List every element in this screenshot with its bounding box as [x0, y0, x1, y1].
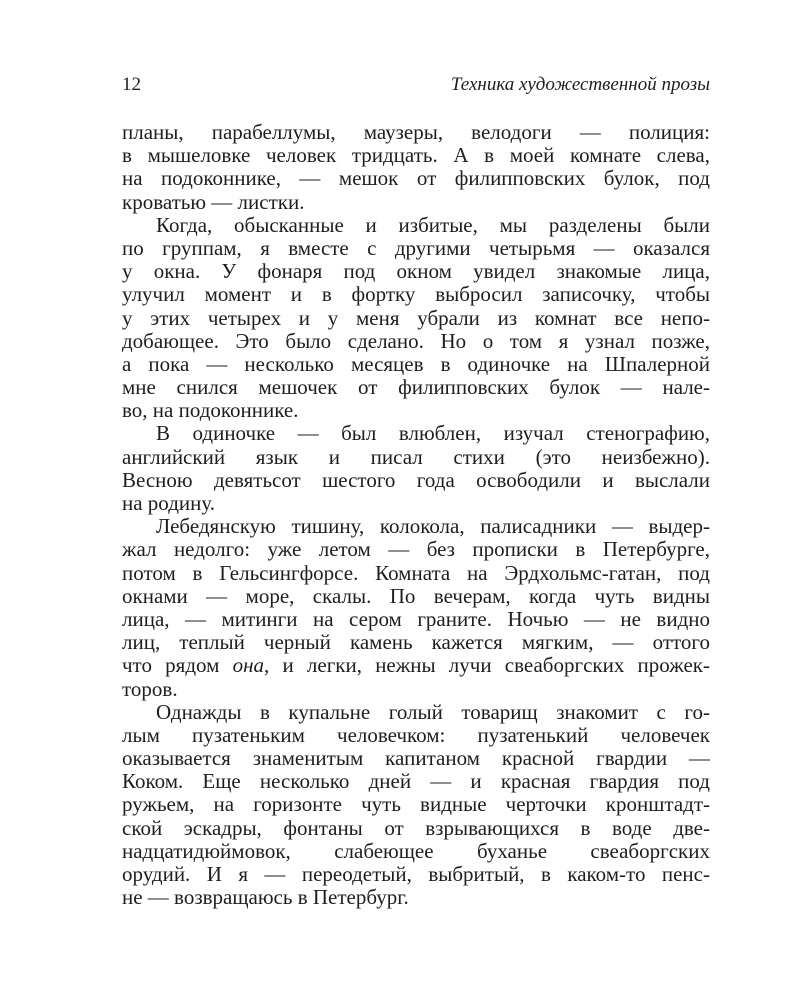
text-line: у окна. У фонаря под окном увидел знакомые лица,	[122, 259, 710, 284]
text-line: Когда, обысканные и избитые, мы разделены были	[156, 212, 710, 237]
text-segment: , и легки, нежны лучи свеаборгских прожек-	[264, 653, 710, 678]
text-segment: что рядом	[122, 653, 233, 678]
text-line: у этих четырех и у меня убрали из комнат все непо-	[122, 305, 710, 330]
paragraph-5	[122, 701, 710, 910]
text-line: на подоконнике, — мешок от филипповских булок, под	[122, 166, 710, 191]
text-line: а пока — несколько месяцев в одиночке на Шпалерной	[122, 351, 710, 376]
text-line: лиц, теплый черный камень кажется мягким, — оттого	[122, 630, 710, 655]
paragraph-3	[122, 422, 710, 515]
paragraph-2	[122, 214, 710, 423]
text-line: ружьем, на горизонте чуть видные черточки кронштадт-	[122, 792, 710, 817]
italic-word: она	[232, 653, 265, 678]
text-line: ской эскадры, фонтаны от взрывающихся в воде две-	[122, 815, 710, 840]
body-text	[122, 121, 710, 909]
text-line: жал недолго: уже летом — без прописки в Петербурге,	[122, 537, 710, 562]
text-line: мне снился мешочек от филипповских булок — нале-	[122, 375, 710, 400]
text-line: орудий. И я — переодетый, выбритый, в каком-то пенс-	[122, 862, 710, 886]
text-line: Лебедянскую тишину, колокола, палисадники — выдер-	[156, 514, 710, 539]
text-line: потом в Гельсингфорсе. Комната на Эрдхольмс-гатан, под	[122, 560, 710, 585]
text-line: по группам, я вместе с другими четырьмя — оказался	[122, 235, 710, 260]
running-header	[122, 70, 710, 100]
text-line: во, на подоконнике.	[122, 398, 299, 423]
text-line: лым пузатеньким человечком: пузатенький человечек	[122, 722, 710, 747]
paragraph-1	[122, 121, 710, 214]
text-line: В одиночке — был влюблен, изучал стенографию,	[156, 421, 710, 446]
running-title: Техника художественной прозы	[450, 74, 710, 95]
text-line: лица, — митинги на сером граните. Ночью — не видно	[122, 606, 710, 631]
text-line	[122, 654, 710, 677]
text-line: окнами — море, скалы. По вечерам, когда чуть видны	[122, 583, 710, 608]
text-line: улучил момент и в фортку выбросил записочку, чтобы	[122, 282, 710, 307]
text-line: на родину.	[122, 491, 216, 515]
text-line: английский язык и писал стихи (это неизбежно).	[122, 444, 710, 469]
text-line: надцатидюймовок, слабеющее буханье свеаборгских	[122, 838, 710, 863]
text-line: Коком. Еще несколько дней — и красная гвардия под	[122, 769, 710, 794]
text-line: не — возвращаюсь в Петербург.	[122, 885, 409, 910]
text-line: торов.	[122, 676, 178, 701]
paragraph-4	[122, 515, 710, 701]
text-line: в мышеловке человек тридцать. А в моей комнате слева,	[122, 143, 710, 168]
text-line: Весною девятьсот шестого года освободили и выслали	[122, 467, 710, 492]
text-line: планы, парабеллумы, маузеры, велодоги — полиция:	[122, 120, 710, 144]
text-line: добающее. Это было сделано. Но о том я узнал позже,	[122, 328, 710, 353]
text-line: оказывается знаменитым капитаном красной гвардии —	[122, 746, 710, 771]
text-line: Однажды в купальне голый товарищ знакомит с го-	[156, 699, 710, 724]
page-number: 12	[122, 74, 141, 95]
text-line: кроватью — листки.	[122, 189, 305, 214]
